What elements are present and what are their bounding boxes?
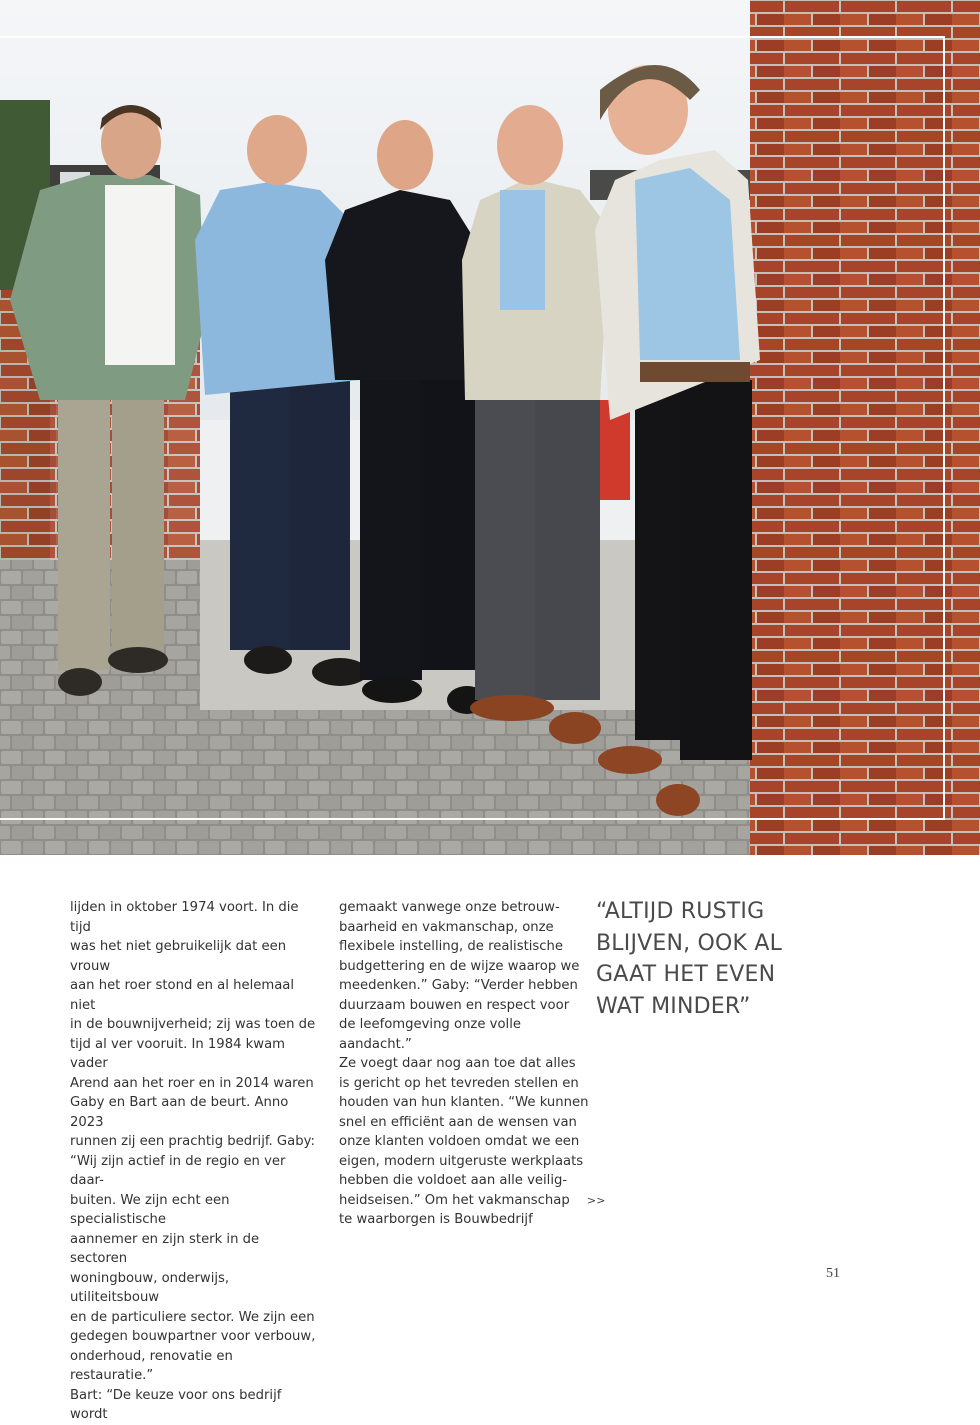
article-column-1: lijden in oktober 1974 voort. In die tijd was het niet gebruikelijk dat een vrouw aan het roer stond en al helemaal niet in de bouwnijverheid; zij was toen de tijd al ver vooruit. In 1984 kwam vader Arend aan het roer en in 2014 waren Gaby en Bart aan de beurt. Anno 2023 runnen zij een prachtig bedrijf. Gaby: “Wij zijn actief in de regio en ver daar- buiten. We zijn echt een specialistische aannemer en zijn sterk in de sectoren woningbouw, onderwijs, utiliteitsbouw en de particuliere sector. We zijn een gedegen bouwpartner voor verbouw, onderhoud, renovatie en restauratie.” Bart: “De keuze voor ons bedrijf wordt [70,900,316,1422]
article-column-2: gemaakt vanwege onze betrouw- baarheid en vakmanschap, onze flexibele instelling, de realistische budgettering en de wijze waarop we meedenken.” Gaby: “Verder hebben duurzaam bouwen en respect voor de leefomgeving onze volle aandacht.” Ze voegt daar nog aan toe dat alles is gericht op het tevreden stellen en houden van hun klanten. “We kunnen snel en efficiënt aan de wensen van onze klanten voldoen omdat we een eigen, modern uitgeruste werkplaats hebben die voldoet aan alle veilig- heidseisen.” Om het vakmanschap te waarborgen is Bouwbedrijf [339,900,589,1227]
page-number: 51 [826,1266,840,1281]
pull-quote: “ALTIJD RUSTIG BLIJVEN, OOK AL GAAT HET EVEN WAT MINDER” [596,899,783,1019]
continue-marker: >> [587,1194,606,1207]
person-4 [462,105,610,744]
